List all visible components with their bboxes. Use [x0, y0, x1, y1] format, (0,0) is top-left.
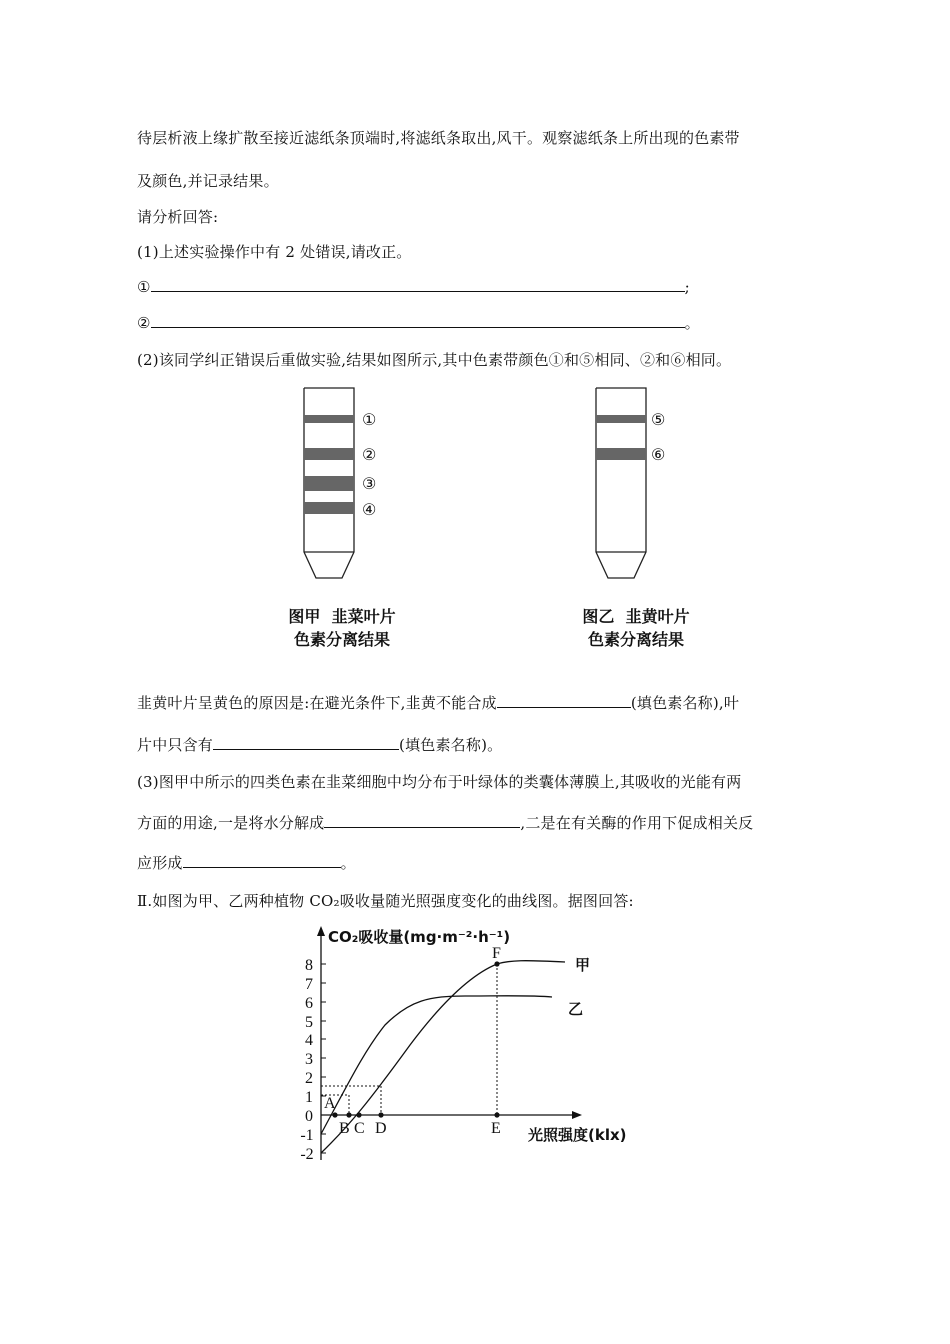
- pigment-band-3: [304, 476, 354, 491]
- point-b-dot: [346, 1112, 351, 1117]
- text-6a: 韭黄叶片呈黄色的原因是:在避光条件下,韭黄不能合成: [137, 694, 497, 712]
- answer-line-2: [137, 312, 700, 333]
- point-a-label: A: [324, 1095, 336, 1112]
- paragraph-line-2: 及颜色,并记录结果。: [137, 172, 279, 190]
- answer-1-blank[interactable]: [151, 277, 685, 292]
- y-tick-0: 0: [305, 1108, 313, 1125]
- paragraph-line-7: [137, 734, 502, 755]
- band-label-6: ⑥: [651, 447, 666, 464]
- point-c-dot: [356, 1112, 361, 1117]
- paragraph-line-9: [137, 812, 753, 833]
- y-axis-arrow: [317, 926, 325, 936]
- text-6b: (填色素名称),叶: [630, 694, 740, 712]
- paragraph-line-1: 待层析液上缘扩散至接近滤纸条顶端时,将滤纸条取出,风干。观察滤纸条上所出现的色素带: [137, 129, 740, 147]
- caption-yi: 图乙 韭黄叶片 色素分离结果: [582, 607, 690, 649]
- curve-label-yi: 乙: [568, 1000, 584, 1018]
- part-2-intro: Ⅱ.如图为甲、乙两种植物 CO₂吸收量随光照强度变化的曲线图。据图回答:: [137, 892, 634, 910]
- y-tick-neg1: -1: [300, 1127, 314, 1144]
- point-a-dot: [332, 1112, 337, 1117]
- question-1: (1)上述实验操作中有 2 处错误,请改正。: [137, 243, 412, 261]
- text-7a: 片中只含有: [137, 736, 214, 754]
- band-label-3: ③: [362, 476, 377, 493]
- answer-2-blank[interactable]: [151, 313, 685, 328]
- curve-yi: [321, 996, 552, 1134]
- co2-absorption-graph: [290, 920, 650, 1170]
- strip-figure-yi: [582, 385, 702, 585]
- x-axis-title: 光照强度(klx): [528, 1126, 627, 1144]
- pigment-band-4: [304, 502, 354, 514]
- point-d-label: D: [375, 1120, 387, 1137]
- pigment-band-5: [596, 415, 646, 423]
- text-9a: 方面的用途,一是将水分解成: [137, 814, 325, 832]
- y-tick-3: 3: [305, 1051, 313, 1068]
- point-d-dot: [378, 1112, 383, 1117]
- text-10b: 。: [340, 854, 356, 872]
- paragraph-line-3: 请分析回答:: [137, 208, 219, 226]
- y-tick-1: 1: [305, 1089, 313, 1106]
- pigment-band-6: [596, 448, 646, 460]
- caption-jia: 图甲 韭菜叶片 色素分离结果: [288, 607, 396, 649]
- y-tick-5: 5: [305, 1014, 313, 1031]
- y-tick-neg2: -2: [300, 1146, 314, 1163]
- y-tick-marks: [321, 964, 326, 1153]
- text-10a: 应形成: [137, 854, 183, 872]
- y-axis-title: CO₂吸收量(mg·m⁻²·h⁻¹): [328, 928, 511, 946]
- y-tick-2: 2: [305, 1070, 313, 1087]
- point-f-dot: [494, 961, 499, 966]
- band-label-5: ⑤: [651, 412, 666, 429]
- answer-1-marker: ①: [137, 278, 151, 296]
- band-label-4: ④: [362, 502, 377, 519]
- pigment-band-1: [304, 415, 354, 423]
- band-label-1: ①: [362, 412, 377, 429]
- x-axis-arrow: [572, 1111, 582, 1119]
- y-tick-6: 6: [305, 995, 313, 1012]
- answer-line-1: [137, 277, 690, 296]
- band-label-2: ②: [362, 447, 377, 464]
- y-tick-8: 8: [305, 957, 313, 974]
- point-b-label: B: [339, 1120, 350, 1137]
- point-e-label: E: [491, 1120, 501, 1137]
- blank-pigment-present[interactable]: [213, 735, 399, 750]
- paragraph-line-10: [137, 852, 356, 873]
- guide-lines: [321, 964, 497, 1115]
- text-7b: (填色素名称)。: [399, 736, 503, 754]
- curve-label-jia: 甲: [575, 956, 591, 974]
- question-2: (2)该同学纠正错误后重做实验,结果如图所示,其中色素带颜色①和⑤相同、②和⑥相同。: [137, 351, 732, 369]
- blank-pigment-missing[interactable]: [497, 693, 631, 708]
- y-tick-4: 4: [305, 1032, 313, 1049]
- answer-1-suffix: ;: [684, 278, 690, 296]
- point-f-label: F: [492, 945, 501, 962]
- answer-2-suffix: 。: [684, 314, 700, 332]
- strip-figure-jia: [290, 385, 410, 585]
- answer-2-marker: ②: [137, 314, 151, 332]
- paragraph-line-6: [137, 692, 739, 713]
- point-e-dot: [494, 1112, 499, 1117]
- point-c-label: C: [354, 1120, 365, 1137]
- blank-reaction-product[interactable]: [183, 853, 341, 868]
- blank-water-products[interactable]: [324, 813, 520, 828]
- y-tick-7: 7: [305, 976, 313, 993]
- text-9b: ,二是在有关酶的作用下促成相关反: [520, 814, 754, 832]
- pigment-band-2: [304, 448, 354, 460]
- question-3: (3)图甲中所示的四类色素在韭菜细胞中均分布于叶绿体的类囊体薄膜上,其吸收的光能有两: [137, 773, 742, 791]
